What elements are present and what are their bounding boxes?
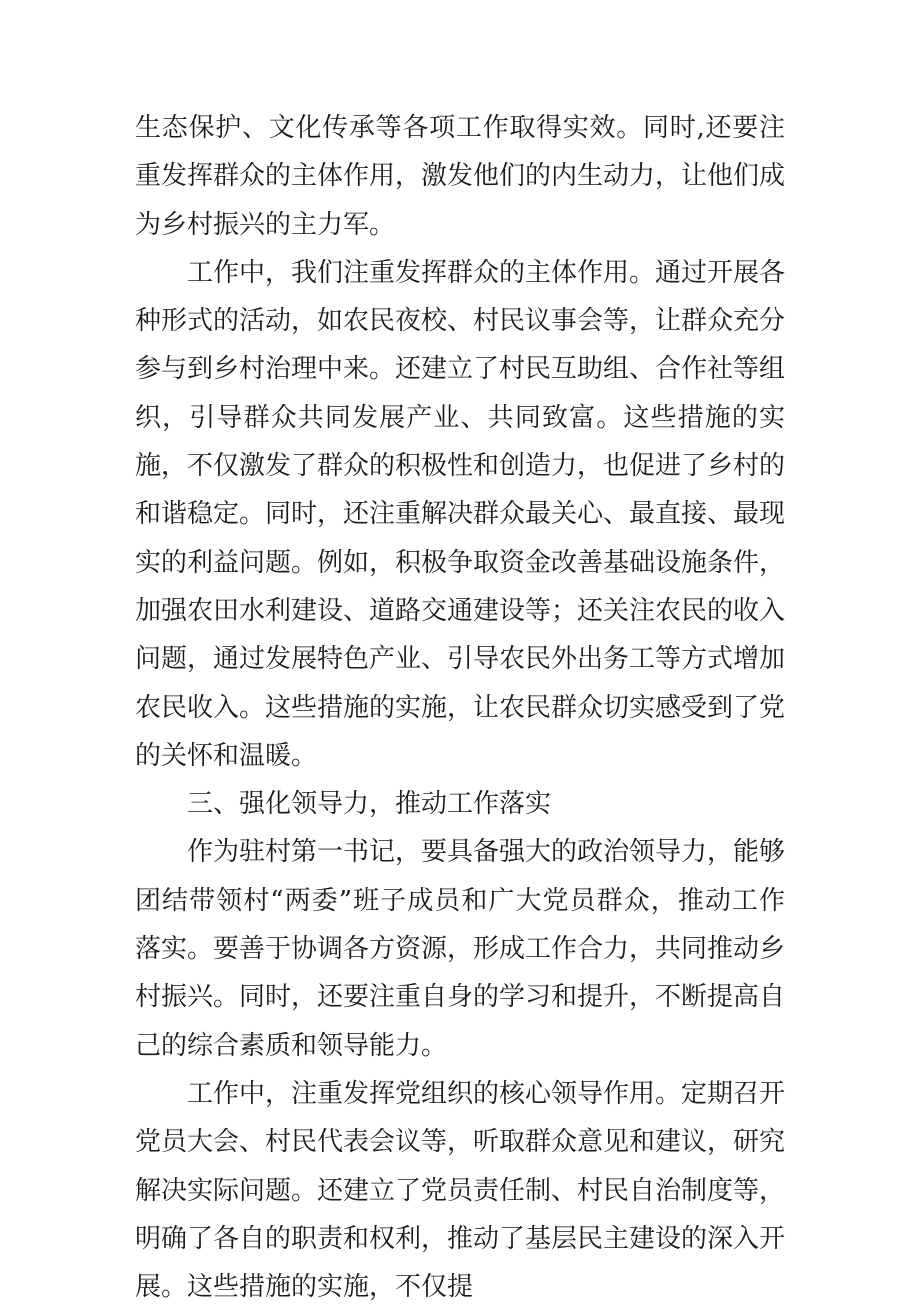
paragraph-masses-role: 工作中，我们注重发挥群众的主体作用。通过开展各种形式的活动，如农民夜校、村民议事会等，让群众充分参与到乡村治理中来。还建立了村民互助组、合作社等组织，引导群众共同发展产业、共同致富。这些措施的实施，不仅激发了群众的积极性和创造力，也促进了乡村的和谐稳定。同时，还注重解决群众最关心、最直接、最现实的利益问题。例如，积极争取资金改善基础设施条件，加强农田水利建设、道路交通建设等；还关注农民的收入问题，通过发展特色产业、引导农民外出务工等方式增加农民收入。这些措施的实施，让农民群众切实感受到了党的关怀和温暖。: [135, 257, 786, 771]
section-heading: 三、强化领导力，推动工作落实: [187, 789, 552, 820]
paragraph-party-organization: 工作中，注重发挥党组织的核心领导作用。定期召开党员大会、村民代表会议等，听取群众意见和建议，研究解决实际问题。还建立了党员责任制、村民自治制度等，明确了各自的职责和权利，推动了基层民主建设的深入开展。这些措施的实施，不仅提: [135, 1078, 786, 1303]
document-body: [135, 104, 785, 1311]
paragraph-leadership: 作为驻村第一书记，要具备强大的政治领导力，能够团结带领村“两委”班子成员和广大党员群众，推动工作落实。要善于协调各方资源，形成工作合力，共同推动乡村振兴。同时，还要注重自身的学习和提升，不断提高自己的综合素质和领导能力。: [135, 837, 786, 1061]
paragraph-continuation: 生态保护、文化传承等各项工作取得实效。同时,还要注重发挥群众的主体作用，激发他们的内生动力，让他们成为乡村振兴的主力军。: [135, 113, 786, 240]
